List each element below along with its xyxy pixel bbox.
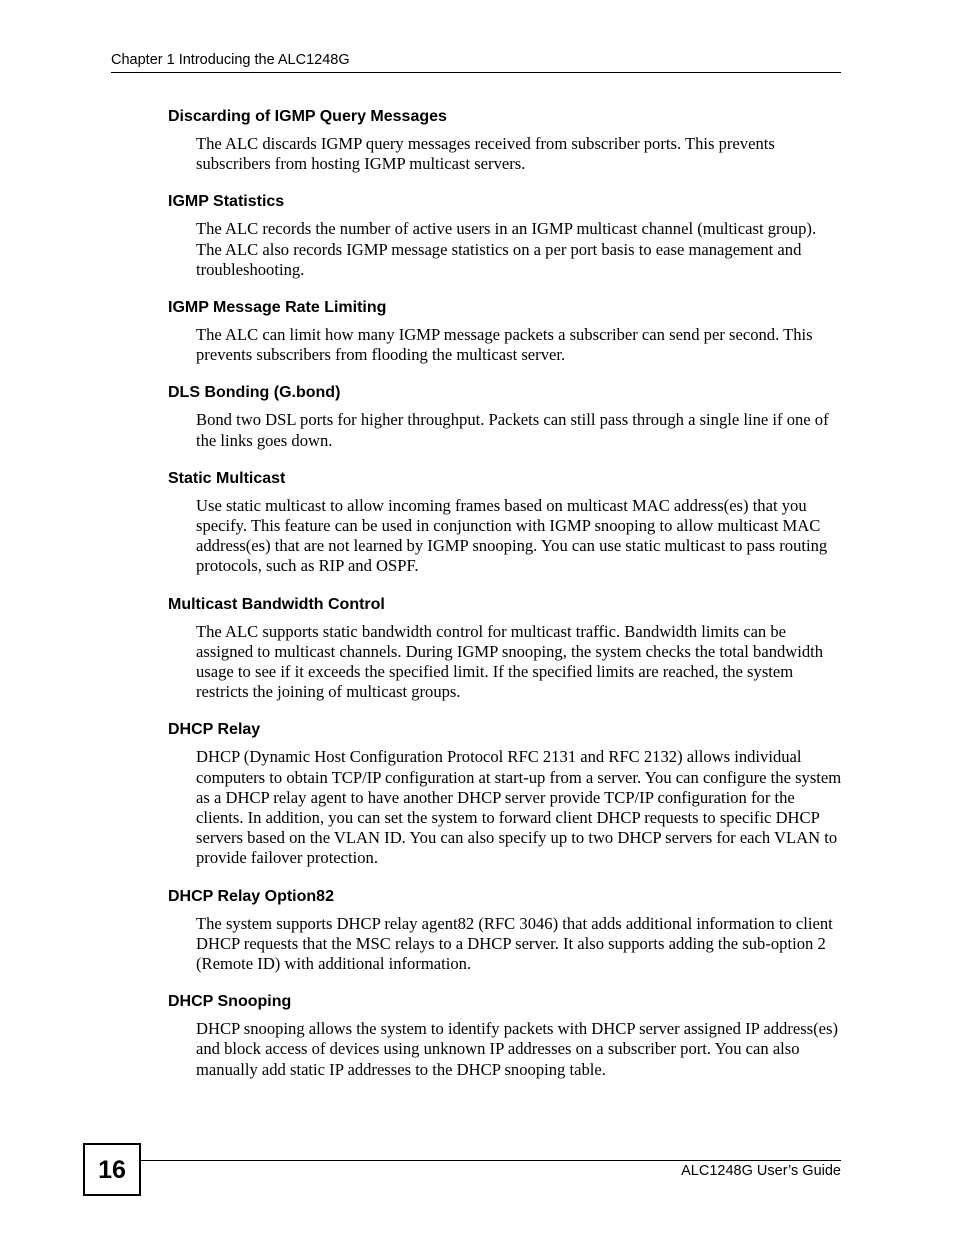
section-paragraph: The ALC can limit how many IGMP message packets a subscriber can send per second. This prevents subscribers from flooding the multicast server.: [196, 325, 813, 365]
section-static-multicast: [168, 469, 842, 577]
chapter-title: Chapter 1 Introducing the ALC1248G: [111, 52, 350, 68]
page-header: [111, 52, 841, 73]
page-number-box: [83, 1143, 141, 1196]
section-heading: Multicast Bandwidth Control: [168, 595, 385, 613]
footer-divider: [140, 1160, 841, 1161]
section-heading: Discarding of IGMP Query Messages: [168, 108, 447, 125]
section-paragraph: The ALC supports static bandwidth control for multicast traffic. Bandwidth limits can be assigned to multicast channels. During IGMP snooping, the system checks the total bandwidth usage to see if it exceeds the specified limit. If the specified limits are reached, the system restricts the joining of multicast groups.: [196, 621, 824, 702]
section-heading: IGMP Message Rate Limiting: [168, 299, 387, 317]
section-paragraph: DHCP (Dynamic Host Configuration Protocol RFC 2131 and RFC 2132) allows individual computers to obtain TCP/IP configuration at start-up from a server. You can configure the system as a DHCP relay agent to have another DHCP server provide TCP/IP configuration for the clients. In addition, you can set the system to forward client DHCP requests to specific DHCP servers based on the VLAN ID. You can also specify up to two DHCP servers for each VLAN to provide failover protection.: [196, 747, 842, 868]
section-dhcp-relay-option82: [168, 887, 842, 975]
section-heading: DHCP Relay: [168, 721, 261, 739]
section-paragraph: The system supports DHCP relay agent82 (RFC 3046) that adds additional information to client DHCP requests that the MSC relays to a DHCP server. It also supports adding the sub-option 2 (Remote ID) with additional information.: [196, 913, 833, 974]
section-heading: DLS Bonding (G.bond): [168, 384, 341, 402]
main-content: [168, 107, 842, 1098]
section-paragraph: Use static multicast to allow incoming frames based on multicast MAC address(es) that you specify. This feature can be used in conjunction with IGMP snooping to allow multicast MAC address(es) that are not learned by IGMP snooping. You can use static multicast to pass routing protocols, such as RIP and OSPF.: [196, 495, 828, 576]
section-paragraph: DHCP snooping allows the system to identify packets with DHCP server assigned IP address(es) and block access of devices using unknown IP addresses on a subscriber port. You can also manually add static IP addresses to the DHCP snooping table.: [196, 1019, 839, 1079]
section-heading: DHCP Snooping: [168, 993, 292, 1011]
section-dhcp-snooping: [168, 992, 842, 1080]
section-heading: Static Multicast: [168, 469, 286, 487]
section-dhcp-relay: [168, 720, 842, 868]
section-discarding-igmp-query: [168, 107, 842, 174]
section-heading: DHCP Relay Option82: [168, 887, 334, 905]
page-number: 16: [98, 1155, 126, 1184]
guide-title: ALC1248G User’s Guide: [681, 1163, 841, 1179]
section-paragraph: The ALC records the number of active users in an IGMP multicast channel (multicast group). The ALC also records IGMP message statistics on a per port basis to ease management and troubleshooting.: [196, 219, 817, 279]
section-paragraph: The ALC discards IGMP query messages received from subscriber ports. This prevents subscribers from hosting IGMP multicast servers.: [196, 134, 775, 174]
section-heading: IGMP Statistics: [168, 193, 285, 211]
section-paragraph: Bond two DSL ports for higher throughput. Packets can still pass through a single line if one of the links goes down.: [196, 410, 829, 450]
section-multicast-bandwidth: [168, 595, 842, 703]
section-igmp-statistics: [168, 192, 842, 280]
section-igmp-rate-limiting: [168, 298, 842, 365]
section-dls-bonding: [168, 383, 842, 450]
